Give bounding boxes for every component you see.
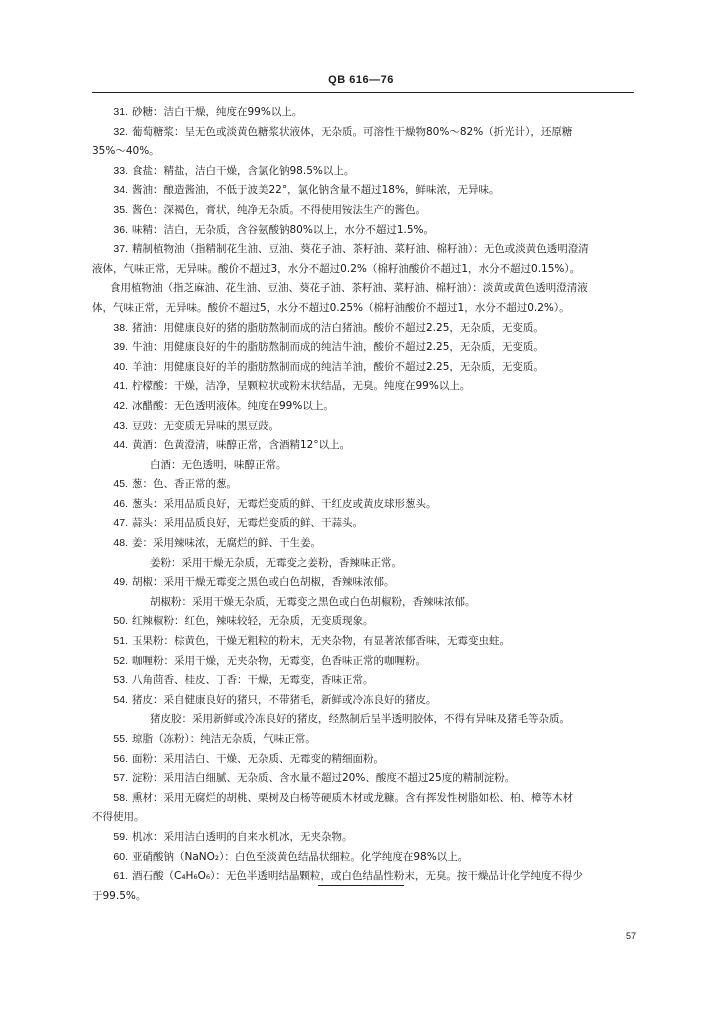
- item-text: 咖喱粉：采用干燥，无夹杂物，无霉变，色香味正常的咖喱粉。: [132, 654, 426, 667]
- item-text: 机冰：采用洁白透明的自来水机冰，无夹杂物。: [132, 830, 353, 843]
- item-number: 32.: [113, 125, 128, 138]
- item-continuation: 液体，气味正常，无异味。酸价不超过3，水分不超过0.2%（棉籽油酸价不超过1，水分不超过0.15%）。: [92, 262, 581, 275]
- list-item: [92, 221, 634, 241]
- item-number: 31.: [113, 106, 128, 118]
- item-text: 蒜头：采用品质良好，无霉烂变质的鲜、干蒜头。: [132, 517, 363, 530]
- item-number: 54.: [113, 693, 128, 706]
- item-text: 猪油：用健康良好的猪的脂肪熬制而成的洁白猪油。酸价不超过2.25，无杂质，无变质。: [132, 321, 544, 334]
- item-text: 姜：采用辣味浓，无腐烂的鲜、干生姜。: [132, 537, 321, 550]
- list-item: [92, 279, 634, 299]
- item-text: 牛油：用健康良好的牛的脂肪熬制而成的纯洁牛油，酸价不超过2.25，无杂质，无变质。: [132, 341, 544, 354]
- list-item: [92, 573, 634, 593]
- list-item: [92, 710, 634, 730]
- list-item: [92, 789, 634, 809]
- list-item: [92, 319, 634, 339]
- item-text: 羊油：用健康良好的羊的脂肪熬制而成的纯洁羊油，酸价不超过2.25，无杂质，无变质。: [132, 360, 544, 373]
- standard-code-header: QB 616—76: [328, 74, 394, 86]
- item-number: 45.: [113, 478, 128, 491]
- item-text: 胡椒：采用干燥无霉变之黑色或白色胡椒，香辣味浓郁。: [132, 576, 395, 589]
- item-text: 猪皮：采自健康良好的猪只，不带猪毛，新鲜或冷冻良好的猪皮。: [132, 693, 437, 706]
- item-text: 葱头：采用品质良好，无霉烂变质的鲜、干红皮或黄皮球形葱头。: [132, 497, 437, 510]
- list-item: [92, 377, 634, 397]
- item-number: 44.: [113, 439, 128, 452]
- item-text: 面粉：采用洁白、干燥、无杂质、无霉变的精细面粉。: [132, 752, 384, 765]
- item-text: 白酒：无色透明，味醇正常。: [150, 458, 287, 471]
- item-number: 34.: [113, 184, 128, 197]
- item-number: 49.: [113, 576, 128, 589]
- item-number: 39.: [113, 341, 128, 354]
- list-item: [92, 652, 634, 672]
- item-number: 48.: [113, 537, 128, 550]
- list-item: [92, 828, 634, 848]
- item-text: 精制植物油（指精制花生油、豆油、葵花子油、茶籽油、菜籽油、棉籽油）：无色或淡黄色透明澄清: [132, 243, 589, 256]
- item-text: 亚硝酸钠（NaNO₂）：白色至淡黄色结晶状细粒。化学纯度在98%以上。: [132, 850, 469, 863]
- item-number: 36.: [113, 223, 128, 236]
- item-text: 葱：色、香正常的葱。: [132, 478, 237, 491]
- item-number: 53.: [113, 674, 128, 687]
- item-number: 37.: [113, 243, 128, 256]
- item-text: 酱油：酿造酱油，不低于波美22°，氯化钠含量不超过18%，鲜味浓，无异味。: [132, 184, 500, 197]
- item-text: 砂糖：洁白干燥，纯度在99%以上。: [132, 106, 303, 118]
- item-continuation: 不得使用。: [92, 811, 145, 824]
- item-number: 57.: [113, 772, 128, 785]
- item-text: 红辣椒粉：红色，辣味较轻，无杂质，无变质现象。: [132, 615, 374, 628]
- item-text: 熏材：采用无腐烂的胡桃、栗树及白杨等硬质木材或龙糠。含有挥发性树脂如松、柏、樟等木材: [132, 791, 573, 804]
- item-number: 59.: [113, 830, 128, 843]
- list-item: [92, 201, 634, 221]
- list-item: [92, 867, 634, 887]
- document-body: [92, 103, 634, 906]
- item-number: 58.: [113, 791, 128, 804]
- item-number: 51.: [113, 635, 128, 648]
- list-item: [92, 123, 634, 143]
- list-item: [92, 358, 634, 378]
- list-item: [92, 495, 634, 515]
- item-text: 柠檬酸：干燥，洁净，呈颗粒状或粉末状结晶，无臭。纯度在99%以上。: [132, 380, 471, 393]
- item-text: 琼脂（冻粉）：纯洁无杂质，气味正常。: [132, 733, 316, 745]
- list-item: [92, 181, 634, 201]
- end-rule: [318, 885, 404, 886]
- list-item: [92, 338, 634, 358]
- item-number: 42.: [113, 399, 128, 412]
- item-text: 姜粉：采用干燥无杂质，无霉变之姜粉，香辣味正常。: [150, 556, 402, 569]
- item-text: 胡椒粉：采用干燥无杂质，无霉变之黑色或白色胡椒粉，香辣味浓郁。: [150, 595, 476, 608]
- list-item: [92, 593, 634, 613]
- header-rule: [92, 92, 634, 93]
- item-text: 玉果粉：棕黄色，干燥无粗粒的粉末，无夹杂物，有显著浓郁香味，无霉变虫蛀。: [132, 635, 510, 648]
- item-number: 50.: [113, 615, 128, 628]
- list-item: [92, 632, 634, 652]
- list-item: [92, 534, 634, 554]
- item-number: 33.: [113, 164, 128, 177]
- item-number: 61.: [113, 870, 128, 883]
- list-item: [92, 436, 634, 456]
- item-text: 猪皮胶：采用新鲜或冷冻良好的猪皮，经熬制后呈半透明胶体，不得有异味及猪毛等杂质。: [150, 713, 570, 726]
- page-number: 57: [626, 931, 637, 941]
- item-number: 60.: [113, 850, 128, 863]
- list-item: [92, 612, 634, 632]
- item-text: 酒石酸（C₄H₆O₆）：无色半透明结晶颗粒，或白色结晶性粉末，无臭。按干燥品计化学纯度不得少: [132, 870, 583, 883]
- list-item: [92, 671, 634, 691]
- item-text: 豆豉：无变质无异味的黑豆豉。: [132, 419, 279, 432]
- list-item: [92, 456, 634, 476]
- item-text: 黄酒：色黄澄清，味醇正常，含酒精12°以上。: [132, 439, 351, 452]
- list-item: [92, 691, 634, 711]
- item-number: 35.: [113, 203, 128, 216]
- list-item: [92, 769, 634, 789]
- list-item: [92, 554, 634, 574]
- list-item: [92, 397, 634, 417]
- list-item: [92, 417, 634, 437]
- list-item: [92, 750, 634, 770]
- item-number: 46.: [113, 497, 128, 510]
- item-number: 43.: [113, 419, 128, 432]
- list-item: [92, 162, 634, 182]
- item-text: 味精：洁白，无杂质，含谷氨酸钠80%以上，水分不超过1.5%。: [132, 223, 435, 236]
- item-continuation: 35%～40%。: [92, 145, 160, 158]
- item-number: 56.: [113, 752, 128, 765]
- item-number: 41.: [113, 380, 128, 393]
- list-item: [92, 475, 634, 495]
- item-number: 40.: [113, 360, 128, 373]
- item-text: 淀粉：采用洁白细腻、无杂质、含水量不超过20%、酸度不超过25度的精制淀粉。: [132, 772, 516, 785]
- item-text: 冰醋酸：无色透明液体。纯度在99%以上。: [132, 399, 334, 412]
- list-item: [92, 848, 634, 868]
- item-text: 酱色：深褐色，膏状，纯净无杂质。不得使用铵法生产的酱色。: [132, 203, 426, 216]
- item-number: 52.: [113, 654, 128, 667]
- item-number: 38.: [113, 321, 128, 334]
- list-item: [92, 103, 634, 123]
- list-item: [92, 240, 634, 260]
- item-text: 食用植物油（指芝麻油、花生油、豆油、葵花子油、茶籽油、菜籽油、棉籽油）：淡黄或黄色透明澄清液: [110, 282, 588, 295]
- list-item: [92, 514, 634, 534]
- item-number: 47.: [113, 517, 128, 530]
- list-item: [92, 730, 634, 750]
- item-continuation: 于99.5%。: [92, 889, 147, 902]
- item-text: 八角茴香、桂皮、丁香：干燥，无霉变，香味正常。: [132, 674, 374, 687]
- item-number: 55.: [113, 733, 128, 745]
- item-continuation: 体，气味正常，无异味。酸价不超过5，水分不超过0.25%（棉籽油酸价不超过1，水分不超过0.2%）。: [92, 301, 570, 314]
- item-text: 葡萄糖浆：呈无色或淡黄色糖浆状液体，无杂质。可溶性干燥物80%～82%（折光计），还原糖: [132, 125, 573, 138]
- item-text: 食盐：精盐，洁白干燥，含氯化钠98.5%以上。: [132, 164, 355, 177]
